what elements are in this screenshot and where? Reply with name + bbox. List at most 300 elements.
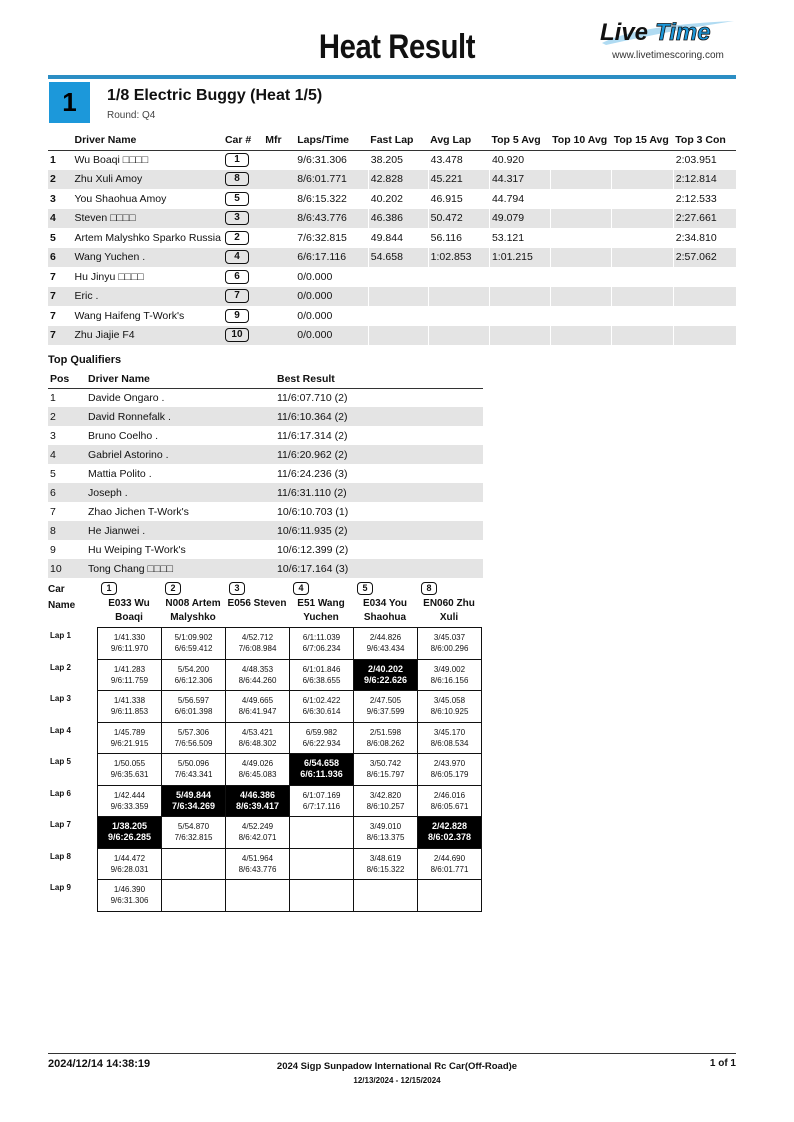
- result-top15: [612, 189, 674, 209]
- lap-cell-total: 8/6:39.417: [235, 800, 280, 811]
- lap-cell-position-time: 3/48.619: [369, 853, 402, 863]
- result-top15: [612, 228, 674, 248]
- lap-cell: [226, 628, 290, 660]
- qualifier-pos: 9: [50, 543, 56, 556]
- result-mfr: [263, 326, 295, 346]
- result-row: [48, 228, 736, 248]
- lap-cell: [290, 628, 354, 660]
- qualifier-row: [48, 388, 483, 407]
- footer-printed-date: 2024/12/14 14:38:19: [48, 1058, 151, 1070]
- result-top3: 2:57.062: [673, 248, 736, 268]
- result-position: 4: [48, 209, 73, 229]
- qualifier-best: 10/6:10.703 (1): [277, 505, 349, 518]
- lap-column-name: E034 You: [362, 598, 408, 609]
- result-top3: 2:03.951: [673, 150, 736, 170]
- lap-cell: [98, 691, 162, 723]
- result-top10: [550, 248, 612, 268]
- result-top5: 40.920: [489, 150, 550, 170]
- lap-cell: [418, 691, 482, 723]
- lap-label: Lap 3: [50, 694, 71, 703]
- qualifier-best: 11/6:17.314 (2): [277, 429, 348, 442]
- qualifier-row: [48, 483, 483, 502]
- lap-cell-total: 9/6:11.853: [110, 707, 149, 717]
- qualifier-pos: 6: [48, 483, 86, 502]
- qualifier-row: [48, 426, 483, 445]
- lap-cell-total: 8/6:15.322: [366, 864, 405, 874]
- lap-cell-total: 9/6:35.631: [110, 770, 149, 780]
- result-laps: 8/6:43.776: [295, 209, 368, 229]
- result-top10: [550, 189, 612, 209]
- lap-row: [98, 722, 482, 754]
- qualifier-best: 10/6:11.935 (2): [275, 521, 483, 540]
- result-top5: [489, 287, 550, 307]
- lap-label: Lap 4: [50, 725, 71, 735]
- result-top10: [550, 267, 612, 287]
- lap-column-header: [417, 582, 481, 625]
- lap-cell-total: 8/6:42.071: [238, 833, 277, 843]
- result-top3: 2:34.810: [673, 228, 736, 248]
- results-header-row: [48, 131, 736, 150]
- lap-cell: [354, 817, 418, 849]
- qualifier-best: 11/6:31.110 (2): [275, 483, 483, 502]
- lap-label: Lap 6: [50, 788, 71, 798]
- result-avg: 45.221: [428, 170, 489, 190]
- lap-label: Lap 8: [50, 851, 71, 861]
- result-top5: 44.794: [489, 189, 550, 209]
- lap-grid-name-label: Name: [48, 600, 76, 611]
- result-row: [48, 306, 736, 326]
- qualifier-driver: Tong Chang □□□□: [86, 559, 275, 578]
- lap-cell-position-time: 3/50.742: [369, 759, 402, 769]
- lap-cell-position-time: 1/46.390: [113, 885, 146, 895]
- lap-cell-position-time: 2/42.828: [431, 821, 468, 832]
- lap-cell-total: 9/6:37.599: [366, 707, 405, 717]
- lap-cell: [290, 722, 354, 754]
- lap-cell-total: 8/6:41.947: [238, 707, 277, 717]
- result-laps: 7/6:32.815: [297, 231, 347, 244]
- result-fast: 46.386: [368, 209, 428, 229]
- lap-cell-position-time: 3/49.010: [369, 822, 402, 832]
- result-fast: 38.205: [368, 150, 428, 170]
- results-table: [48, 131, 736, 345]
- lap-cell-total: 6/7:06.234: [302, 644, 341, 654]
- heat-position-badge: 1: [49, 82, 90, 123]
- lap-cell-position-time: 1/44.472: [113, 853, 146, 863]
- result-top10: [550, 228, 612, 248]
- lap-cell: [290, 691, 354, 723]
- lap-cell-position-time: 1/50.055: [113, 759, 146, 769]
- result-driver: Zhu Jiajie F4: [73, 326, 223, 346]
- result-car-cell: [223, 326, 263, 346]
- result-top3: [673, 306, 736, 326]
- lap-cell: [354, 754, 418, 786]
- lap-cell-position-time: 1/41.330: [113, 633, 146, 643]
- result-driver: Zhu Xuli Amoy: [73, 170, 223, 190]
- lap-cell-position-time: 5/57.306: [177, 727, 210, 737]
- lap-column-badge-wrap: [225, 582, 289, 597]
- qualifier-best: 10/6:17.164 (3): [275, 559, 483, 578]
- result-laps: 8/6:15.322: [297, 192, 347, 205]
- lap-cell: [290, 848, 354, 880]
- qualifier-pos: 10: [48, 559, 86, 578]
- lap-cell: [98, 785, 162, 817]
- lap-cell-position-time: 4/49.026: [241, 759, 274, 769]
- result-laps: 0/0.000: [297, 270, 333, 283]
- lap-row: [98, 880, 482, 912]
- result-top5: [489, 306, 550, 326]
- lap-cell-total: 8/6:05.671: [430, 801, 469, 811]
- lap-cell: [418, 628, 482, 660]
- lap-column-name: N008 Artem: [165, 598, 221, 609]
- result-car-cell: [223, 248, 263, 268]
- lap-column-header: [161, 582, 225, 625]
- result-top3: [673, 267, 736, 287]
- result-mfr: [263, 228, 295, 248]
- lap-cell-position-time: 5/49.844: [175, 789, 212, 800]
- result-row: [48, 209, 736, 229]
- result-car-cell: [223, 189, 263, 209]
- lap-cell-total: 8/6:16.156: [430, 675, 469, 685]
- lap-column-header: [225, 582, 289, 611]
- lap-cell-position-time: 4/49.665: [241, 696, 274, 706]
- lap-cell-position-time: 4/53.421: [241, 727, 274, 737]
- qualifier-driver: Gabriel Astorino .: [86, 445, 275, 464]
- qualifier-row: [48, 407, 483, 426]
- result-top5: 49.079: [489, 209, 550, 229]
- result-mfr: [263, 267, 295, 287]
- lap-column-header: [353, 582, 417, 625]
- lap-row: [98, 785, 482, 817]
- lap-cell-total: 9/6:11.759: [110, 675, 149, 685]
- svg-text:Live: Live: [600, 19, 649, 46]
- qualifier-driver: David Ronnefalk .: [86, 407, 275, 426]
- result-laps: 6/6:17.116: [295, 248, 368, 268]
- top-qualifiers-title: Top Qualifiers: [48, 354, 122, 366]
- header-rule: [48, 75, 736, 79]
- qualifier-pos: 3: [50, 429, 56, 442]
- col-car: Car #: [223, 131, 263, 150]
- race-name: 1/8 Electric Buggy (Heat 1/5): [107, 87, 323, 104]
- lap-cell-position-time: 1/41.283: [113, 664, 146, 674]
- result-car-cell: [223, 287, 263, 307]
- lap-cell-total: 6/6:22.934: [302, 738, 341, 748]
- result-top3: 2:12.814: [673, 170, 736, 190]
- qualifier-row: [48, 464, 483, 483]
- result-driver: Artem Malyshko Sparko Russia: [74, 231, 221, 244]
- qualifier-row: [48, 502, 483, 521]
- lap-cell-total: 9/6:26.285: [107, 832, 152, 843]
- lap-cell: [354, 659, 418, 691]
- lap-cell-position-time: 3/45.058: [433, 696, 466, 706]
- top-qualifiers-header-row: [48, 370, 483, 388]
- lap-cell-position-time: 6/1:07.169: [302, 790, 341, 800]
- lap-column-badge-wrap: [289, 582, 353, 597]
- result-mfr: [263, 306, 295, 326]
- lap-cell-position-time: 4/52.249: [241, 822, 274, 832]
- lap-cell-total: 6/6:59.412: [174, 644, 213, 654]
- result-avg: [428, 306, 489, 326]
- qualifier-row: [48, 521, 483, 540]
- lap-cell-total: 9/6:11.970: [110, 644, 149, 654]
- result-top15: [612, 326, 674, 346]
- lap-cell: [98, 722, 162, 754]
- lap-cell-total: 6/7:17.116: [302, 801, 341, 811]
- result-car-cell: [223, 267, 263, 287]
- qualifier-driver: Zhao Jichen T-Work's: [88, 505, 189, 518]
- lap-cell: [290, 817, 354, 849]
- lap-cell-total: 8/6:44.260: [238, 675, 277, 685]
- result-avg: [428, 287, 489, 307]
- lap-column-name-line2: Malyshko: [170, 612, 216, 623]
- result-top5: [489, 267, 550, 287]
- qualifier-best: 11/6:24.236 (3): [277, 467, 348, 480]
- lap-column-badge-wrap: [97, 582, 161, 597]
- result-row: [48, 267, 736, 287]
- lap-cell: [98, 659, 162, 691]
- qualifier-pos: 8: [48, 521, 86, 540]
- result-avg: [428, 326, 489, 346]
- result-row: [48, 248, 736, 268]
- qualifier-best: 11/6:20.962 (2): [275, 445, 483, 464]
- result-top10: [550, 170, 612, 190]
- result-driver: Wu Boaqi □□□□: [74, 154, 149, 166]
- lap-cell-total: 8/6:01.771: [430, 864, 469, 874]
- lap-label: Lap 2: [50, 662, 71, 672]
- result-car-cell: [223, 306, 263, 326]
- lap-cell-total: 8/6:15.797: [366, 770, 405, 780]
- lap-column-header: [289, 582, 353, 625]
- lap-cell-total: 7/6:34.269: [171, 800, 216, 811]
- col-top10-avg: Top 10 Avg: [550, 131, 612, 150]
- lap-column-name: E056 Steven: [227, 598, 287, 609]
- lap-cell: [290, 659, 354, 691]
- result-top15: [612, 287, 674, 307]
- car-number-badge: 2: [225, 231, 249, 245]
- lap-cell: [162, 848, 226, 880]
- car-number-badge: 1: [225, 153, 249, 167]
- lap-row: [98, 848, 482, 880]
- lap-cell-total: 8/6:05.179: [430, 770, 469, 780]
- lap-cell-position-time: 6/1:01.846: [302, 664, 341, 674]
- qualifier-driver: Hu Weiping T-Work's: [88, 543, 186, 556]
- lap-cell-position-time: 4/52.712: [241, 633, 274, 643]
- lap-cell: [162, 880, 226, 912]
- result-top10: [550, 209, 612, 229]
- lap-cell: [354, 880, 418, 912]
- lap-cell-total: 8/6:43.776: [238, 864, 277, 874]
- lap-cell: [162, 628, 226, 660]
- result-row: [48, 326, 736, 346]
- result-position: 7: [50, 270, 56, 283]
- qualifier-row: [48, 559, 483, 578]
- lap-cell-position-time: 5/54.870: [177, 822, 210, 832]
- lap-cell-position-time: 1/42.444: [113, 790, 146, 800]
- lap-column-badge-wrap: [417, 582, 481, 597]
- lap-cell: [418, 785, 482, 817]
- result-mfr: [263, 209, 295, 229]
- lap-grid-car-label: Car: [48, 584, 65, 595]
- qualifier-best: 11/6:07.710 (2): [277, 391, 348, 404]
- lap-cell-position-time: 5/54.200: [177, 664, 210, 674]
- footer-event-dates: 12/13/2024 - 12/15/2024: [353, 1076, 441, 1085]
- lap-cell-total: 9/6:31.306: [110, 896, 149, 906]
- lap-cell-total: 8/6:48.302: [238, 738, 277, 748]
- svg-text:Time: Time: [655, 19, 711, 46]
- lap-cell-position-time: 3/49.002: [433, 664, 466, 674]
- lap-cell-position-time: 6/54.658: [303, 758, 340, 769]
- qualifier-row: [48, 445, 483, 464]
- result-driver: You Shaohua Amoy: [74, 192, 167, 205]
- logo-url: www.livetimescoring.com: [612, 50, 724, 61]
- col-laps-time: Laps/Time: [295, 131, 368, 150]
- lap-cell-total: 8/6:08.534: [430, 738, 469, 748]
- lap-cell-total: 8/6:10.925: [430, 707, 469, 717]
- lap-cell-total: 8/6:45.083: [238, 770, 277, 780]
- car-number-badge: 6: [225, 270, 249, 284]
- lap-cell-position-time: 4/46.386: [239, 789, 276, 800]
- lap-cell: [162, 817, 226, 849]
- lap-cell: [418, 817, 482, 849]
- lap-cell: [226, 659, 290, 691]
- lap-cell: [162, 659, 226, 691]
- lap-cell: [354, 628, 418, 660]
- lap-cell-position-time: 5/1:09.902: [174, 633, 213, 643]
- lap-cell: [354, 722, 418, 754]
- car-number-badge: 5: [225, 192, 249, 206]
- page-title: Heat Result: [318, 28, 476, 66]
- lap-cell-total: 8/6:08.262: [366, 738, 405, 748]
- car-number-badge: 9: [225, 309, 249, 323]
- col-top5-avg: Top 5 Avg: [489, 131, 550, 150]
- col-mfr: Mfr: [263, 131, 295, 150]
- result-fast: 42.828: [368, 170, 428, 190]
- qualifier-row: [48, 540, 483, 559]
- result-avg: 50.472: [428, 209, 489, 229]
- lap-cell-position-time: 2/40.202: [367, 663, 404, 674]
- result-position: 1: [50, 154, 56, 166]
- lap-cell: [226, 785, 290, 817]
- result-fast: 49.844: [368, 228, 428, 248]
- lap-cell: [98, 848, 162, 880]
- qualifier-pos: 1: [50, 391, 56, 404]
- result-top15: [612, 248, 674, 268]
- lap-cell-position-time: 1/45.789: [113, 727, 146, 737]
- lap-cell-total: 9/6:43.434: [366, 644, 405, 654]
- result-top5: 53.121: [489, 228, 550, 248]
- lap-cell-total: 6/6:11.936: [300, 769, 343, 780]
- lap-cell-position-time: 3/45.037: [433, 633, 466, 643]
- lap-column-header: [97, 582, 161, 625]
- result-driver: Wang Haifeng T-Work's: [74, 309, 185, 322]
- result-fast: 40.202: [368, 189, 428, 209]
- lap-cell-total: 6/6:30.614: [302, 707, 341, 717]
- lap-row: [98, 628, 482, 660]
- lap-label: Lap 7: [50, 820, 71, 829]
- result-laps: 0/0.000: [295, 326, 368, 346]
- lap-column-name-line2: Xuli: [439, 612, 459, 623]
- lap-cell-total: 8/6:10.257: [366, 801, 405, 811]
- lap-row: [98, 691, 482, 723]
- result-row: [48, 189, 736, 209]
- result-top15: [612, 209, 674, 229]
- lap-cell-position-time: 2/46.016: [433, 790, 466, 800]
- result-top5: [489, 326, 550, 346]
- lap-row: [98, 817, 482, 849]
- lap-cell-position-time: 2/43.970: [433, 759, 466, 769]
- result-laps: 9/6:31.306: [297, 154, 347, 166]
- result-fast: 54.658: [368, 248, 428, 268]
- lap-cell: [290, 880, 354, 912]
- result-avg: 56.116: [428, 228, 489, 248]
- result-top10: [550, 287, 612, 307]
- top-qualifiers-table: [48, 370, 483, 578]
- result-laps: 0/0.000: [295, 287, 368, 307]
- result-avg: [428, 267, 489, 287]
- lap-column-name: EN060 Zhu: [423, 598, 475, 609]
- result-mfr: [263, 150, 295, 170]
- round-label: Round: Q4: [107, 110, 156, 121]
- lap-cell: [226, 691, 290, 723]
- result-top3: [673, 326, 736, 346]
- lap-cell-total: 6/6:38.655: [302, 675, 341, 685]
- lap-cell: [418, 880, 482, 912]
- result-top3: 2:27.661: [673, 209, 736, 229]
- qualifier-best: 10/6:12.399 (2): [277, 543, 349, 556]
- lap-cell: [98, 754, 162, 786]
- lap-cell-position-time: 2/44.826: [369, 633, 402, 643]
- col-best-result: Best Result: [275, 370, 483, 388]
- result-position: 7: [50, 309, 56, 322]
- lap-cell-position-time: 1/38.205: [111, 821, 148, 832]
- result-fast: [368, 306, 428, 326]
- lap-cell: [162, 722, 226, 754]
- result-top10: [550, 326, 612, 346]
- lap-column-name: E51 Wang: [297, 598, 345, 609]
- lap-cell-total: 9/6:33.359: [110, 801, 149, 811]
- result-row: [48, 287, 736, 307]
- col-top15-avg: Top 15 Avg: [612, 131, 674, 150]
- lap-cell-total: 7/6:56.509: [174, 738, 213, 748]
- result-row: [48, 150, 736, 170]
- lap-cell-position-time: 1/41.338: [113, 696, 146, 706]
- lap-cell: [418, 722, 482, 754]
- livetime-logo: [598, 17, 738, 47]
- footer-rule: [48, 1053, 736, 1054]
- result-car-cell: [223, 150, 263, 170]
- lap-cell-total: 6/6:01.398: [174, 707, 213, 717]
- car-number-badge: 10: [225, 328, 249, 342]
- result-position: 7: [48, 287, 73, 307]
- car-number-badge: 7: [225, 289, 249, 303]
- result-fast: [368, 267, 428, 287]
- lap-cell-position-time: 5/50.096: [177, 759, 210, 769]
- lap-cell: [162, 785, 226, 817]
- lap-cell: [162, 754, 226, 786]
- car-number-badge: 8: [421, 582, 437, 595]
- qualifier-pos: 5: [50, 467, 56, 480]
- result-avg: 46.915: [428, 189, 489, 209]
- lap-cell: [354, 848, 418, 880]
- car-number-badge: 5: [357, 582, 373, 595]
- lap-column-name: E033 Wu: [108, 598, 150, 609]
- lap-cell: [226, 848, 290, 880]
- car-number-badge: 4: [293, 582, 309, 595]
- result-top15: [612, 267, 674, 287]
- qualifier-best: 11/6:10.364 (2): [275, 407, 483, 426]
- col-top3-con: Top 3 Con: [673, 131, 736, 150]
- result-position: 5: [50, 231, 56, 244]
- col-driver-name: Driver Name: [86, 370, 275, 388]
